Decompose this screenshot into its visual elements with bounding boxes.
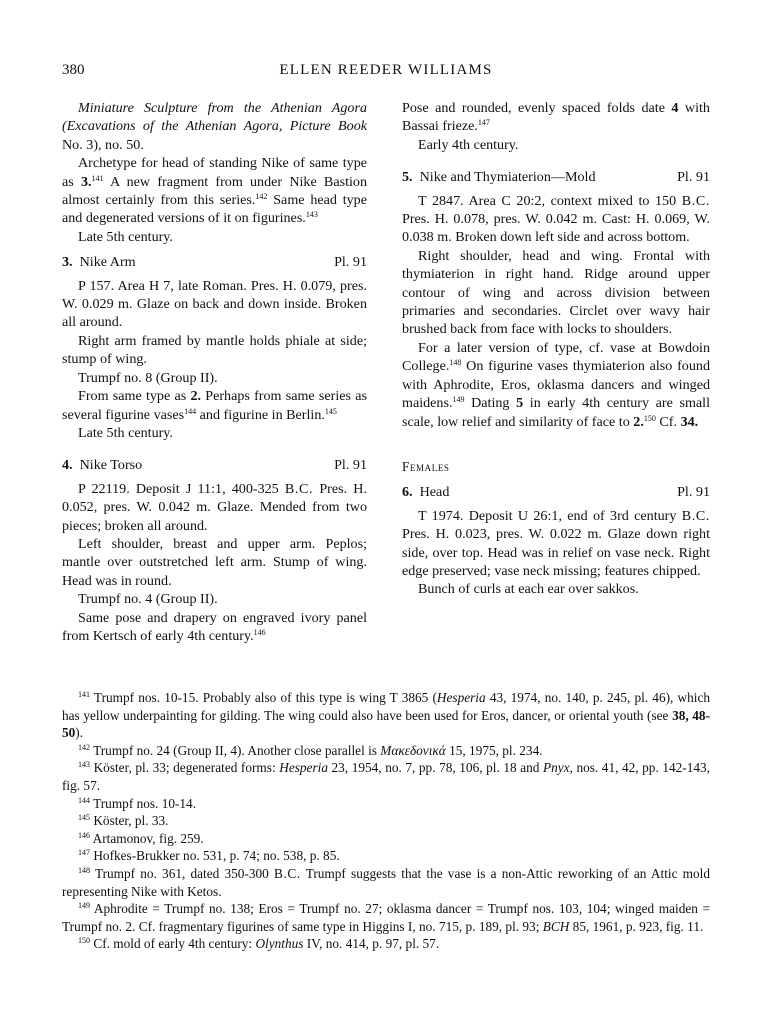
footnote-145: $^{145}$ Köster, pl. 33.	[78, 813, 169, 829]
footnote-142: $^{142}$ Trumpf no. 24 (Group II, 4). Another close parallel is Μακεδονικά 15, 1975, pl. 234.	[78, 742, 543, 758]
entry-4-inventory: P 22119. Deposit J 11:1, 400-325 B.C. Pres. H. 0.052, pres. W. 0.042 m. Glaze. Mended from two pieces; broken all around.	[62, 480, 367, 534]
footnote-149: $^{149}$ Aphrodite = Trumpf no. 138; Eros = Trumpf no. 27; oklasma dancer = Trumpf nos. 103, 104; winged maiden = Trumpf no. 2. Cf. fragmentary figurines of same type in Higgins I, no. 715, p. 189, pl. 93; BCH 85, 1961, p. 923, fig. 11.	[62, 901, 710, 934]
left-column	[62, 99, 367, 645]
footnote-143: $^{143}$ Köster, pl. 33; degenerated forms: Hesperia 23, 1954, no. 7, pp. 78, 106, pl. 18 and Pnyx, nos. 41, 42, pp. 142-143, fig. 57.	[62, 760, 710, 793]
continuation-date: Early 4th century.	[418, 136, 519, 153]
entry-5-description: Right shoulder, head and wing. Frontal with thymiaterion in right hand. Ridge around upper contour of wing and across division between primaries and secondaries. Circlet over wavy hair brushed back from face with locks to shoulders.	[402, 247, 710, 338]
footnote-147: $^{147}$ Hofkes-Brukker no. 531, p. 74; no. 538, p. 85.	[78, 848, 340, 864]
entry-5-heading: 5. Nike and Thymiaterion—Mold Pl. 91	[402, 169, 710, 186]
intro-reference: Miniature Sculpture from the Athenian Agora (Excavations of the Athenian Agora, Picture Book No. 3), no. 50.	[62, 100, 367, 153]
entry-6-description: Bunch of curls at each ear over sakkos.	[418, 581, 639, 598]
entry-3-date: Late 5th century.	[78, 424, 173, 441]
footnote-146: $^{146}$ Artamonov, fig. 259.	[78, 830, 204, 846]
entry-3-heading: 3. Nike Arm Pl. 91	[62, 254, 367, 271]
entry-3-trumpf: Trumpf no. 8 (Group II).	[78, 369, 218, 386]
page-number: 380	[62, 62, 85, 78]
footnote-150: $^{150}$ Cf. mold of early 4th century: Olynthus IV, no. 414, p. 97, pl. 57.	[78, 936, 440, 952]
entry-4-plate: Pl. 91	[334, 457, 367, 474]
entry-3	[62, 253, 367, 442]
entry-4-heading: 4. Nike Torso Pl. 91	[62, 457, 367, 474]
entry-4-description: Left shoulder, breast and upper arm. Peplos; mantle over outstretched left arm. Stump of wing. Head was in round.	[62, 535, 367, 589]
intro-paragraph: Archetype for head of standing Nike of same type as 3.$^{141}$ A new fragment from under Nike Bastion almost certainly from this series.$^{142}$ Same head type and degenerated versions of it on figurines.$^{143}$	[62, 155, 367, 227]
entry-4-parallel: Same pose and drapery on engraved ivory panel from Kertsch of early 4th century.$^{146}$	[62, 609, 367, 644]
section-heading-females: Females	[402, 458, 450, 474]
entry-4-trumpf: Trumpf no. 4 (Group II).	[78, 591, 218, 608]
entry-5-inventory: T 2847. Area C 20:2, context mixed to 150 B.C. Pres. H. 0.078, pres. W. 0.042 m. Cast: H. 0.069, W. 0.038 m. Broken down left side and across bottom.	[402, 192, 710, 246]
entry-3-type: From same type as 2. Perhaps from same series as several figurine vases$^{144}$ and figurine in Berlin.$^{145}$	[62, 388, 367, 423]
footnote-144: $^{144}$ Trumpf nos. 10-14.	[78, 795, 197, 811]
entry-6-inventory: T 1974. Deposit U 26:1, end of 3rd century B.C. Pres. H. 0.023, pres. W. 0.022 m. Glaze down right side, over top. Head was in relief on vase neck. Right edge preserved; vase neck missing; features chipped.	[402, 507, 710, 579]
page-header	[62, 62, 710, 84]
entry-3-plate: Pl. 91	[334, 254, 367, 271]
footnote-148: $^{148}$ Trumpf no. 361, dated 350-300 B.C. Trumpf suggests that the vase is a non-Attic reworking of an Attic mold representing Nike with Ketos.	[62, 865, 710, 899]
running-head: ELLEN REEDER WILLIAMS	[279, 62, 493, 78]
entry-5-plate: Pl. 91	[677, 169, 710, 186]
entry-3-description: Right arm framed by mantle holds phiale at side; stump of wing.	[62, 332, 367, 368]
entry-6-plate: Pl. 91	[677, 484, 710, 501]
continuation-paragraph: Pose and rounded, evenly spaced folds date 4 with Bassai frieze.$^{147}$	[402, 100, 710, 135]
entry-6-heading: 6. Head Pl. 91	[402, 484, 710, 501]
footnote-141: $^{141}$ Trumpf nos. 10-15. Probably also of this type is wing T 3865 (Hesperia 43, 1974, no. 140, p. 245, pl. 46), which has yellow underpainting for gilding. The wing could also have been used for Eros, dancer, or oriental youth (see 38, 48-50).	[62, 690, 711, 741]
intro-date: Late 5th century.	[78, 228, 173, 245]
entry-4	[62, 456, 367, 645]
right-column	[402, 99, 710, 599]
entry-3-inventory: P 157. Area H 7, late Roman. Pres. H. 0.079, pres. W. 0.029 m. Glaze on back and down inside. Broken all around.	[62, 277, 367, 331]
footnotes	[62, 689, 710, 953]
entry-6	[402, 483, 710, 598]
entry-5-later-version: For a later version of type, cf. vase at Bowdoin College.$^{148}$ On figurine vases thymiaterion also found with Aphrodite, Eros, oklasma dancers and winged maidens.$^{149}$ Dating 5 in early 4th century are small scale, low relief and similarity of face to 2.$^{150}$ Cf. 34.	[402, 339, 710, 430]
entry-5	[402, 168, 710, 431]
